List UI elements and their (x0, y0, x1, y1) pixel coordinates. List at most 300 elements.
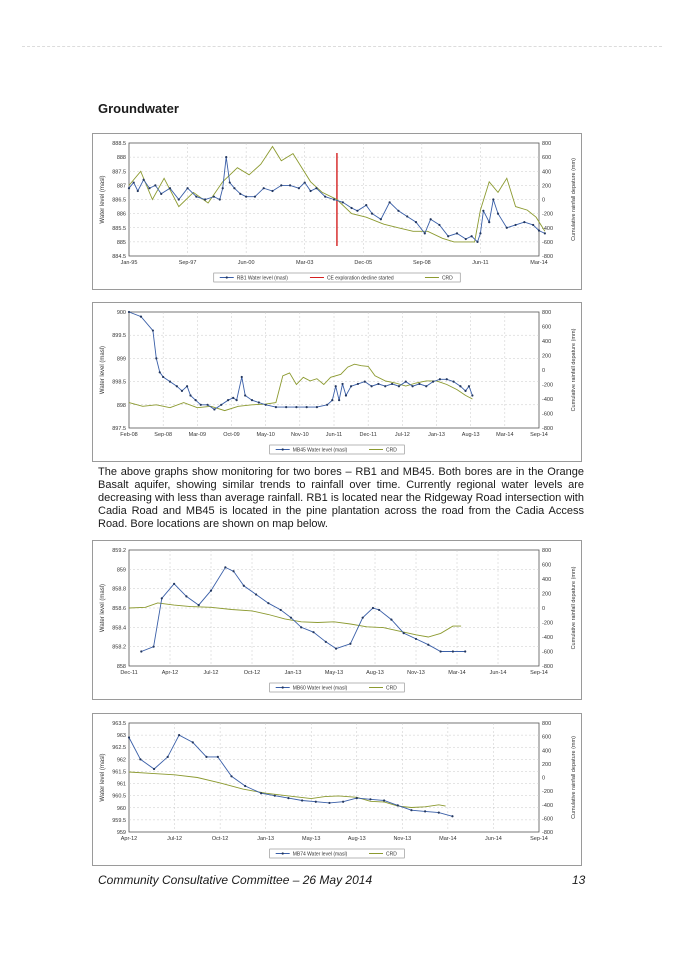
y2-tick-label: 400 (542, 169, 552, 176)
water-point (338, 399, 340, 401)
water-point (232, 397, 234, 399)
water-point (315, 801, 317, 803)
x-tick-label: Sep-08 (154, 432, 173, 438)
y2-tick-label: -600 (542, 649, 554, 656)
water-point (159, 371, 161, 373)
x-tick-label: Jun-14 (489, 670, 507, 676)
y-tick-label: 962.5 (112, 745, 126, 752)
water-point (415, 221, 417, 223)
legend-water-label: RB1 Water level (masl) (236, 275, 288, 282)
body-paragraph: The above graphs show monitoring for two bores – RB1 and MB45. Both bores are in the Orange Basalt aquifer, showing similar trends to rainfall over time. Currently regional water levels are decreasing with less than average rainfall. RB1 is located near the Ridgeway Road intersection with Cadia Road and MB45 is located in the pine plantation across the road from the Cadia Access Road. Bore locations are shown on map below. (98, 466, 584, 530)
water-point (200, 404, 202, 406)
water-point (230, 775, 232, 777)
water-point (324, 196, 326, 198)
water-point (271, 190, 273, 192)
y2-tick-label: -800 (542, 254, 554, 260)
water-point (285, 406, 287, 408)
x-tick-label: Sep-97 (178, 260, 197, 266)
y-tick-label: 897.5 (112, 426, 126, 432)
chart-mb45-svg (93, 303, 581, 461)
x-tick-label: May-13 (324, 670, 344, 676)
water-point (290, 617, 292, 619)
x-tick-label: Apr-12 (161, 670, 179, 676)
y-tick-label: 887 (116, 183, 126, 190)
x-tick-label: Oct-09 (223, 432, 240, 438)
water-point (192, 741, 194, 743)
y2-tick-label: 0 (542, 606, 546, 612)
water-point (369, 798, 371, 800)
y-tick-label: 885.5 (112, 225, 126, 232)
water-point (328, 802, 330, 804)
x-tick-label: Jul-12 (167, 836, 183, 842)
water-point (178, 734, 180, 736)
water-point (418, 383, 420, 385)
water-point (255, 593, 257, 595)
water-point (137, 190, 139, 192)
y-tick-label: 898.5 (112, 379, 126, 386)
water-point (424, 232, 426, 234)
water-point (415, 638, 417, 640)
y-tick-label: 858.8 (112, 586, 126, 593)
water-point (356, 797, 358, 799)
x-tick-label: Jul-12 (394, 432, 410, 438)
x-tick-label: Sep-08 (412, 260, 431, 266)
water-point (155, 357, 157, 359)
water-point (224, 566, 226, 568)
chart-rb1 (92, 133, 582, 290)
water-point (342, 201, 344, 203)
crd-series-line (129, 772, 446, 808)
chart-mb74 (92, 713, 582, 866)
y2-tick-label: -600 (542, 411, 554, 418)
water-point (316, 406, 318, 408)
water-point (532, 224, 534, 226)
water-point (384, 385, 386, 387)
y-tick-label: 888 (116, 155, 126, 162)
water-point (459, 385, 461, 387)
water-point (350, 207, 352, 209)
y2-tick-label: 200 (542, 353, 552, 360)
y2-axis-title: Cumulative rainfall depature (mm) (571, 328, 577, 412)
y-axis-title: Water level (masl) (100, 583, 106, 633)
water-point (210, 590, 212, 592)
y-tick-label: 962 (116, 757, 126, 764)
y2-tick-label: 200 (542, 591, 552, 598)
water-point (456, 232, 458, 234)
x-tick-label: Dec-11 (120, 670, 138, 676)
water-point (335, 385, 337, 387)
water-point (254, 196, 256, 198)
legend-water-marker (282, 448, 284, 450)
water-point (315, 187, 317, 189)
water-point (451, 815, 453, 817)
water-point (263, 187, 265, 189)
crd-series-line (129, 364, 472, 410)
water-point (186, 187, 188, 189)
water-point (300, 626, 302, 628)
water-point (162, 376, 164, 378)
water-point (345, 394, 347, 396)
chart-rb1-svg (93, 134, 581, 289)
water-point (465, 238, 467, 240)
water-point (217, 756, 219, 758)
water-series-line (129, 312, 472, 409)
x-tick-label: Aug-13 (461, 432, 480, 438)
y-tick-label: 858.4 (112, 625, 126, 632)
water-point (397, 210, 399, 212)
water-point (140, 316, 142, 318)
water-point (471, 394, 473, 396)
water-point (160, 193, 162, 195)
water-point (446, 378, 448, 380)
x-tick-label: Nov-13 (407, 670, 425, 676)
water-point (304, 181, 306, 183)
x-tick-label: Apr-12 (120, 836, 138, 842)
water-point (205, 756, 207, 758)
water-point (350, 385, 352, 387)
x-tick-label: Mar-03 (296, 260, 314, 266)
y-tick-label: 963.5 (112, 721, 126, 727)
water-point (411, 385, 413, 387)
water-point (280, 609, 282, 611)
water-point (482, 210, 484, 212)
water-point (298, 187, 300, 189)
water-point (464, 650, 466, 652)
y-tick-label: 900 (116, 310, 126, 316)
water-point (280, 184, 282, 186)
water-point (128, 736, 130, 738)
y2-tick-label: -400 (542, 225, 554, 232)
water-point (220, 404, 222, 406)
water-point (195, 399, 197, 401)
y2-axis-title: Cumulative rainfall depature (mm) (571, 158, 577, 241)
water-point (274, 795, 276, 797)
y-tick-label: 899.5 (112, 333, 126, 340)
x-tick-label: Mar-14 (530, 260, 548, 266)
water-point (365, 204, 367, 206)
water-point (544, 232, 546, 234)
y2-tick-label: 600 (542, 324, 552, 331)
x-tick-label: Jan-95 (120, 260, 138, 266)
legend-crd-label: CRD (386, 685, 397, 692)
y2-axis-title: Cumulative rainfall depature (mm) (571, 566, 577, 650)
x-tick-label: Dec-05 (354, 260, 373, 266)
y-tick-label: 959.5 (112, 817, 126, 824)
water-point (312, 631, 314, 633)
water-point (185, 595, 187, 597)
water-point (342, 801, 344, 803)
x-tick-label: Nov-10 (290, 432, 309, 438)
water-point (241, 376, 243, 378)
y-tick-label: 884.5 (112, 254, 126, 260)
water-point (372, 607, 374, 609)
water-point (251, 399, 253, 401)
water-point (260, 792, 262, 794)
y2-tick-label: -800 (542, 664, 554, 670)
y-tick-label: 963 (116, 733, 126, 740)
x-tick-label: May-13 (302, 836, 321, 842)
x-tick-label: Jan-13 (428, 432, 445, 438)
legend-water-marker (282, 686, 284, 688)
footer-text: Community Consultative Committee – 26 May 2014 (98, 873, 373, 887)
y-tick-label: 859.2 (112, 548, 126, 554)
x-tick-label: Jun-11 (325, 432, 343, 438)
water-point (244, 394, 246, 396)
water-point (219, 198, 221, 200)
x-tick-label: Mar-14 (496, 432, 514, 438)
water-point (139, 758, 141, 760)
water-point (143, 179, 145, 181)
y-tick-label: 858.6 (112, 606, 126, 612)
water-point (378, 609, 380, 611)
x-tick-label: Dec-11 (359, 432, 377, 438)
water-point (383, 799, 385, 801)
legend-water-marker (282, 852, 284, 854)
y2-tick-label: -200 (542, 620, 554, 627)
y-tick-label: 885 (116, 239, 126, 246)
water-point (326, 404, 328, 406)
water-point (439, 378, 441, 380)
y-tick-label: 886.5 (112, 197, 126, 204)
water-point (452, 650, 454, 652)
water-point (287, 797, 289, 799)
water-point (232, 570, 234, 572)
water-point (309, 190, 311, 192)
y-tick-label: 888.5 (112, 141, 126, 147)
x-tick-label: Jan-13 (257, 836, 275, 842)
plot-frame (129, 723, 539, 832)
water-point (377, 383, 379, 385)
y2-tick-label: -200 (542, 211, 554, 218)
water-point (476, 241, 478, 243)
water-point (213, 408, 215, 410)
water-point (325, 641, 327, 643)
water-point (468, 385, 470, 387)
water-point (198, 604, 200, 606)
legend-crd-label: CRD (386, 447, 397, 454)
x-tick-label: Feb-08 (120, 432, 138, 438)
x-tick-label: Jan-13 (284, 670, 302, 676)
water-point (362, 617, 364, 619)
water-point (213, 196, 215, 198)
legend-crd-label: CRD (441, 275, 453, 282)
water-point (245, 196, 247, 198)
water-point (424, 810, 426, 812)
water-point (447, 235, 449, 237)
water-point (243, 585, 245, 587)
x-tick-label: Sep-14 (530, 670, 548, 676)
y2-tick-label: -400 (542, 397, 554, 403)
water-point (452, 381, 454, 383)
x-tick-label: Jun-14 (485, 836, 502, 842)
water-point (153, 768, 155, 770)
water-point (440, 650, 442, 652)
legend-water-marker (226, 276, 228, 278)
water-point (161, 597, 163, 599)
chart-mb45 (92, 302, 582, 462)
water-point (178, 198, 180, 200)
water-point (364, 381, 366, 383)
y2-tick-label: 0 (542, 197, 546, 204)
water-point (438, 224, 440, 226)
water-point (181, 390, 183, 392)
x-tick-label: Aug-13 (347, 836, 366, 842)
water-point (289, 184, 291, 186)
legend-decline-label: CE exploration decline started (326, 275, 394, 282)
water-point (497, 213, 499, 215)
y2-axis-title: Cumulative rainfall depature (mm) (571, 736, 577, 819)
y-tick-label: 961 (116, 781, 126, 788)
water-point (154, 184, 156, 186)
y-tick-label: 898 (116, 402, 126, 409)
y2-tick-label: 800 (542, 310, 552, 316)
water-point (225, 156, 227, 158)
x-tick-label: Jun-00 (237, 260, 255, 266)
y-tick-label: 859 (116, 567, 126, 574)
y2-tick-label: -200 (542, 789, 554, 796)
water-point (148, 187, 150, 189)
y-tick-label: 961.5 (112, 769, 126, 776)
y2-tick-label: 200 (542, 183, 552, 190)
x-tick-label: Aug-13 (366, 670, 384, 676)
water-point (229, 181, 231, 183)
y2-tick-label: 800 (542, 141, 552, 147)
water-point (128, 311, 130, 313)
y2-tick-label: 600 (542, 155, 552, 162)
water-point (301, 799, 303, 801)
water-point (333, 198, 335, 200)
y-axis-title: Water level (masl) (100, 175, 106, 224)
water-point (357, 383, 359, 385)
y2-tick-label: 200 (542, 761, 552, 768)
y2-tick-label: 600 (542, 562, 552, 569)
y2-tick-label: 0 (542, 368, 546, 374)
water-point (410, 809, 412, 811)
water-point (140, 650, 142, 652)
water-point (471, 235, 473, 237)
water-point (258, 401, 260, 403)
x-tick-label: Sep-14 (530, 432, 548, 438)
y2-tick-label: -600 (542, 239, 554, 246)
water-point (349, 643, 351, 645)
y2-tick-label: -800 (542, 426, 554, 432)
water-point (244, 785, 246, 787)
water-point (128, 187, 130, 189)
legend-water-label: MB45 Water level (masl) (292, 447, 348, 454)
y2-tick-label: -600 (542, 816, 554, 823)
water-point (370, 385, 372, 387)
water-point (427, 644, 429, 646)
water-point (397, 804, 399, 806)
legend-water-label: MB60 Water level (masl) (292, 685, 348, 692)
water-point (538, 229, 540, 231)
x-tick-label: Mar-14 (439, 836, 457, 842)
y2-tick-label: 800 (542, 548, 552, 554)
y-axis-title: Water level (masl) (100, 345, 106, 395)
water-point (398, 385, 400, 387)
water-point (406, 215, 408, 217)
y-tick-label: 959 (116, 830, 126, 836)
chart-mb60-svg (93, 541, 581, 699)
water-point (227, 399, 229, 401)
y-tick-label: 960 (116, 805, 126, 812)
y-tick-label: 899 (116, 356, 126, 363)
y-axis-title: Water level (masl) (100, 753, 106, 802)
water-point (389, 201, 391, 203)
water-point (390, 619, 392, 621)
x-tick-label: Nov-13 (393, 836, 412, 842)
water-point (432, 381, 434, 383)
legend-crd-label: CRD (386, 851, 397, 858)
water-point (464, 390, 466, 392)
water-point (341, 383, 343, 385)
section-heading: Groundwater (98, 101, 179, 116)
y2-tick-label: -400 (542, 635, 554, 641)
x-tick-label: May-10 (256, 432, 275, 438)
water-point (479, 232, 481, 234)
water-point (275, 406, 277, 408)
y2-tick-label: 800 (542, 721, 552, 727)
water-point (430, 218, 432, 220)
water-point (169, 187, 171, 189)
chart-mb60 (92, 540, 582, 700)
water-point (167, 756, 169, 758)
water-point (236, 399, 238, 401)
water-point (295, 406, 297, 408)
water-point (195, 196, 197, 198)
water-point (514, 224, 516, 226)
legend-water-label: MB74 Water level (masl) (292, 851, 348, 858)
x-tick-label: Jun-11 (472, 260, 489, 266)
water-point (133, 181, 135, 183)
x-tick-label: Sep-14 (530, 836, 548, 842)
x-tick-label: Mar-14 (448, 670, 466, 676)
water-point (204, 198, 206, 200)
y2-tick-label: 400 (542, 577, 552, 583)
water-point (403, 632, 405, 634)
x-tick-label: Jul-12 (203, 670, 219, 676)
water-point (391, 383, 393, 385)
top-rule (22, 46, 662, 47)
y2-tick-label: 400 (542, 339, 552, 345)
water-point (206, 404, 208, 406)
water-point (189, 394, 191, 396)
y-tick-label: 858 (116, 664, 126, 670)
y2-tick-label: -400 (542, 802, 554, 809)
water-point (153, 646, 155, 648)
y2-tick-label: 600 (542, 734, 552, 741)
water-point (306, 406, 308, 408)
chart-mb74-svg (93, 714, 581, 865)
water-point (371, 213, 373, 215)
y-tick-label: 886 (116, 211, 126, 218)
water-point (173, 583, 175, 585)
water-point (331, 399, 333, 401)
y2-tick-label: -800 (542, 830, 554, 836)
x-tick-label: Oct-12 (243, 670, 261, 676)
water-point (425, 385, 427, 387)
water-point (267, 602, 269, 604)
water-point (176, 385, 178, 387)
y-tick-label: 960.5 (112, 793, 126, 800)
water-point (152, 329, 154, 331)
water-point (438, 812, 440, 814)
water-point (222, 187, 224, 189)
water-point (335, 648, 337, 650)
water-point (488, 221, 490, 223)
y2-tick-label: -200 (542, 382, 554, 389)
y2-tick-label: 400 (542, 748, 552, 755)
